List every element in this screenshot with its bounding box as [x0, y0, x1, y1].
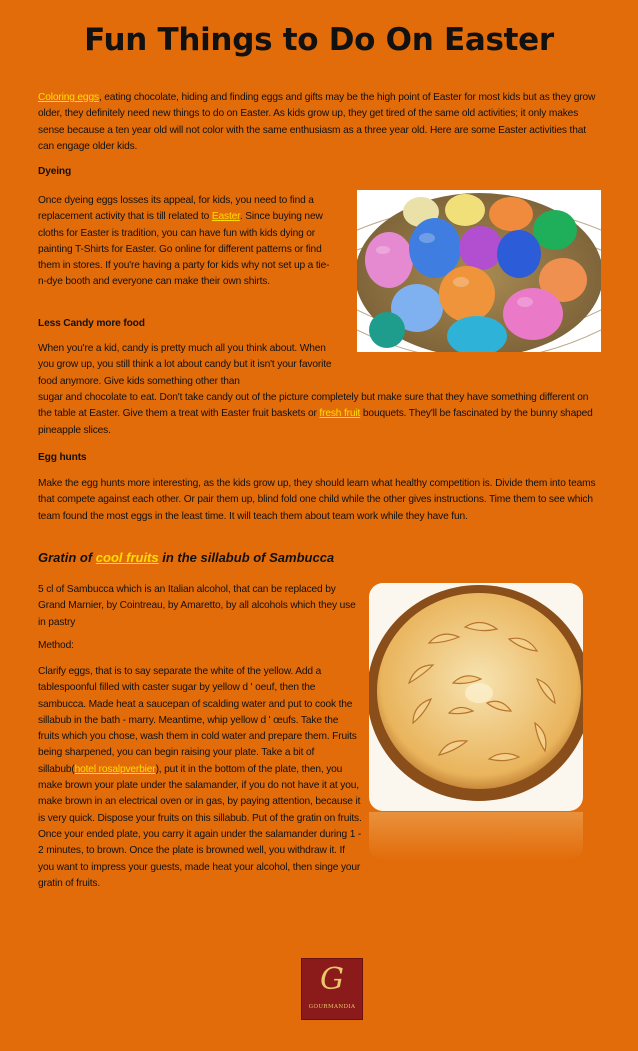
- dyeing-heading: Dyeing: [38, 166, 72, 177]
- egg-hunts-heading: Egg hunts: [38, 452, 87, 463]
- easter-link[interactable]: Easter: [211, 211, 240, 223]
- method-label: Method:: [38, 640, 74, 651]
- fruit-gratin-image: [369, 583, 583, 811]
- logo-letter: G: [320, 962, 344, 997]
- gourmandia-logo: [301, 958, 363, 1020]
- dyeing-text-1: Once dyeing eggs losses its appeal, for kids, you need to find a replacement activity that is till related to: [38, 195, 314, 223]
- hotel-link[interactable]: hotel rosalpverbier: [74, 763, 156, 775]
- recipe-title: [38, 550, 334, 565]
- cool-fruits-link[interactable]: cool fruits: [95, 550, 159, 565]
- candy-paragraph-wide: [38, 390, 604, 439]
- egg-hunts-paragraph: Make the egg hunts more interesting, as the kids grow up, they should learn what healthy competition is. Divide them into teams that compete against each other. Or pair them up, blind fold one child while the other gives instructions. Time them to see which team found the most eggs in the least time. It will teach them about team work while they have fun.: [38, 478, 596, 522]
- method-text-2: ), put it in the bottom of the plate, then, you make brown your plate under the salamander, if you do not have it at you, make brown in an electrical oven or in gas, by paying attention, because it is very quick. Dispose your fruits on this sillabub. Put of the gratin on fruits. Once your ended plate, you carry it again under the salamander during 1 - 2 minutes, to brown. Once the plate is browned well, you withdraw it. If you want to impress your guests, made heat your alcohol, then singe your gratin of fruits.: [38, 763, 362, 889]
- method-paragraph: [38, 664, 362, 892]
- recipe-title-1: Gratin of: [38, 550, 96, 565]
- recipe-ingredients: 5 cl of Sambucca which is an Italian alcohol, that can be replaced by Grand Marnier, by Cointreau, by Amaretto, by all alcohols which they use in pastry: [38, 584, 356, 628]
- fresh-fruit-link[interactable]: fresh fruit: [319, 408, 361, 420]
- fruit-gratin-reflection: [369, 812, 583, 860]
- logo-name: GOURMANDIA: [308, 1004, 356, 1010]
- intro-paragraph: [38, 90, 604, 155]
- candy-heading: Less Candy more food: [38, 318, 145, 329]
- easter-eggs-image: [357, 190, 601, 352]
- candy-text-1: sugar and chocolate to eat. Don't take candy out of the picture completely but make sure that they have something different on the table at Easter. Give them a treat with Easter fruit baskets or: [38, 392, 589, 420]
- candy-paragraph-narrow: When you're a kid, candy is pretty much all you think about. When you grow up, you still think a lot about candy but it isn't your favorite food anymore. Give kids something other than: [38, 343, 332, 387]
- intro-text: , eating chocolate, hiding and finding eggs and gifts may be the high point of Easter for most kids but as they grow older, they definitely need new things to do on Easter. As kids grow up, they get tired of the same old activities; it only makes sense because a ten year old will not color with the same enthusiasm as a three year old. Here are some Easter activities that can engage older kids.: [38, 92, 596, 152]
- recipe-title-2: in the sillabub of Sambucca: [158, 550, 335, 565]
- dyeing-paragraph: [38, 193, 338, 291]
- candy-text-2: bouquets. They'll be fascinated by the bunny shaped pineapple slices.: [38, 408, 593, 436]
- dyeing-text-2: . Since buying new cloths for Easter is tradition, you can have fun with kids dying or painting T-Shirts for Easter. Go online for different patterns or find them in stores. If you're having a party for kids why not set up a tie-n-dye booth and everyone can make their own shirts.: [38, 211, 330, 288]
- method-text-1: Clarify eggs, that is to say separate the white of the yellow. Add a tablespoonful filled with caster sugar by yellow d ' oeuf, then the sambucca. Made heat a saucepan of scalding water and put to cook the sillabub in the bath - marry. Meantime, whip yellow d ' œufs. Take the fruits which you chose, wash them in cold water and prepare them. Fruits being sharpened, you can begin raising your plate. Take a bit of sillabub(: [38, 666, 357, 775]
- page-title: Fun Things to Do On Easter: [84, 22, 554, 58]
- coloring-eggs-link[interactable]: Coloring eggs: [38, 92, 99, 103]
